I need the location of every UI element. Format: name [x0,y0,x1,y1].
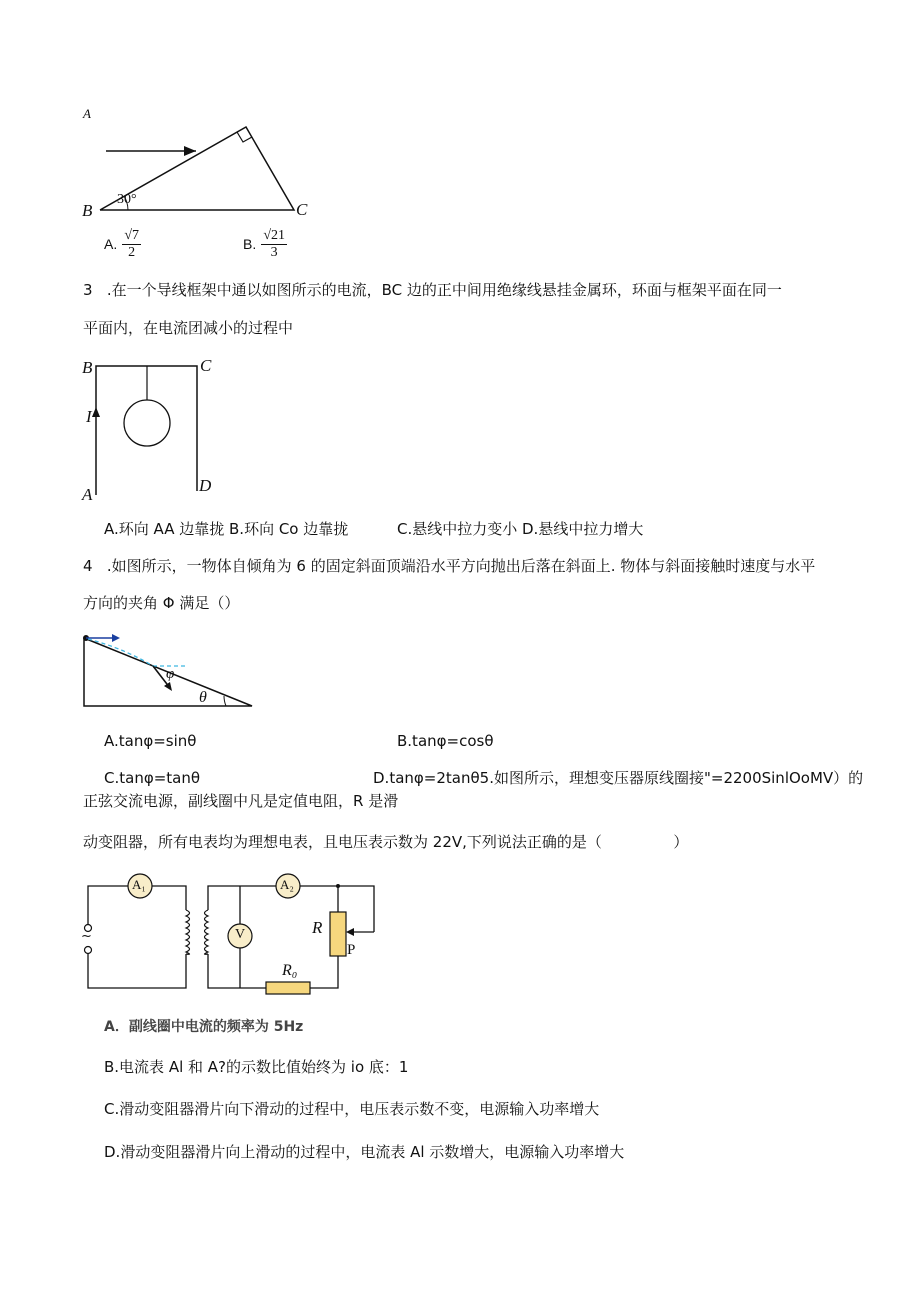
ray-arrowhead [184,146,196,156]
secondary-coil [205,910,209,954]
q3-options-cd: C.悬线中拉力变小 D.悬线中拉力增大 [397,520,644,538]
q5-option-d: D.滑动变阻器滑片向上滑动的过程中，电流表 Al 示数增大，电源输入功率增大 [104,1143,625,1161]
resistor-r0 [266,982,310,994]
q5-circuit-svg [78,870,388,1002]
q5-transformer-circuit [78,870,388,1002]
velocity-arrowhead [112,634,120,642]
ac-source-icon: ~ [81,929,92,944]
slider-arrow [346,928,354,936]
primary-wire-bottom [88,952,186,988]
q3-options-ab: A.环向 AA 边靠拢 B.环向 Co 边靠拢 [104,520,349,538]
q4-incline-figure [78,628,258,713]
resistor-label-r0: R₀ [282,962,298,979]
q5-question-line2: 正弦交流电源，副线圈中凡是定值电阻，R 是滑 [83,792,399,810]
q3-label-i: I [86,407,92,426]
meter-v-label: V [235,927,246,942]
q5-option-a: A．副线圈中电流的频率为 5Hz [104,1019,304,1035]
q4-label-phi: φ [166,666,175,682]
q4-option-c: C.tanφ=tanθ [104,769,201,787]
meter-a2-label: A₂ [280,877,294,892]
q4-option-b: B.tanφ=cosθ [397,732,494,750]
q2-option-a: A. $\frac{√7}{2}$ [104,228,140,260]
q5-option-b: B.电流表 Al 和 A?的示数比值始终为 io 底：1 [104,1058,409,1076]
rheostat-label-r: R [312,918,323,937]
secondary-wire-top-left [208,886,276,910]
slider-label-p: P [347,942,356,958]
current-arrow [92,407,100,417]
q2-triangle-figure [80,100,320,225]
rheostat-r [330,912,346,956]
source-terminal-bottom [85,947,92,954]
q4-question-line2: 方向的夹角 Φ 满足（） [83,594,240,612]
q3-question-line1: 3 .在一个导线框架中通以如图所示的电流，BC 边的正中间用绝缘线悬挂金属环，环面与框架平面在同一 [83,281,782,299]
metal-ring [124,400,170,446]
theta-arc [224,696,226,706]
junction-dot [336,884,340,888]
primary-coil [186,910,190,954]
q3-label-b: B [82,358,93,377]
q4-option-a: A.tanφ=sinθ [104,732,197,750]
q3-label-a: A [82,485,93,504]
q5-question-line3: 动变阻器，所有电表均为理想电表，且电压表示数为 22V,下列说法正确的是（ ） [83,833,689,851]
impact-arrowhead [164,682,172,691]
q2-label-a: A [83,106,91,121]
primary-wire-top-left [88,886,128,925]
q3-label-c: C [200,356,212,375]
q4-option-d-and-q5-line1: D.tanφ=2tanθ5.如图所示，理想变压器原线圈接"=2200SinlOoMV）的 [373,769,864,787]
secondary-wire-bottom-left [208,954,266,988]
q2-option-a-fraction: $\frac{√7}{2}$ [124,228,140,260]
q2-label-b: B [82,201,93,220]
meter-a1-label: A₁ [132,877,146,892]
q3-question-line2: 平面内，在电流团减小的过程中 [83,319,294,337]
q2-option-b: B. $\frac{√21}{3}$ [243,228,286,260]
q3-label-d: D [199,476,212,495]
q4-question-line1: 4 .如图所示，一物体自倾角为 6 的固定斜面顶端沿水平方向抛出后落在斜面上. 物体与斜面接触时速度与水平 [83,557,816,575]
q3-frame-figure [80,355,230,505]
primary-wire-top-right [152,886,186,910]
secondary-wire-bottom-right [310,956,338,988]
q2-triangle-svg [80,100,320,225]
q2-option-b-fraction: $\frac{√21}{3}$ [263,228,286,260]
q2-label-c: C [296,200,308,219]
q4-label-theta: θ [199,689,207,706]
q5-option-c: C.滑动变阻器滑片向下滑动的过程中，电压表示数不变，电源输入功率增大 [104,1100,600,1118]
q2-angle-label: 30° [117,192,137,207]
